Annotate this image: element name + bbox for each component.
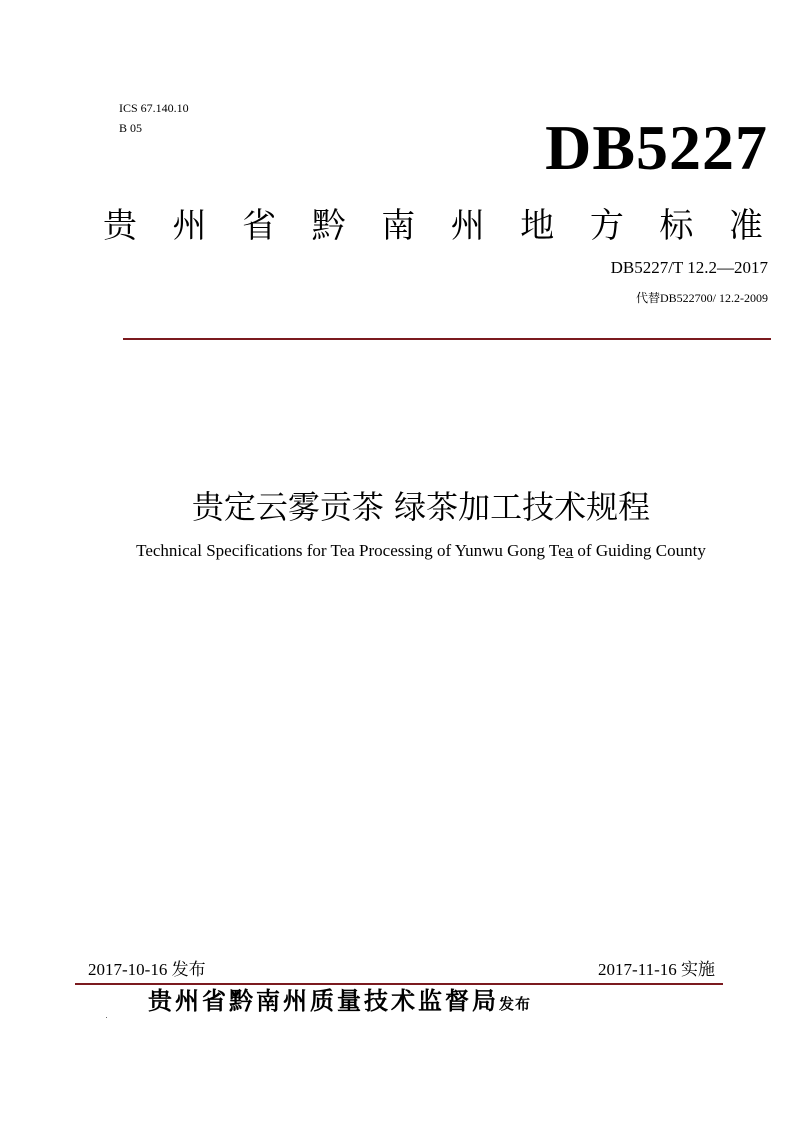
standard-number: DB5227/T 12.2—2017	[610, 258, 768, 277]
ccs-code: B 05	[119, 121, 143, 135]
issuer-name: 贵州省黔南州质量技术监督局	[148, 986, 499, 1015]
issuer-suffix: 发布	[499, 995, 532, 1013]
standard-type	[103, 204, 763, 248]
footer-divider	[75, 983, 723, 985]
standard-type-char: 准	[728, 206, 763, 246]
replaces-standard: 代替DB522700/ 12.2-2009	[635, 291, 768, 305]
stray-dot	[106, 1017, 107, 1018]
standard-type-char: 地	[520, 206, 555, 246]
standard-type-char: 方	[589, 206, 624, 246]
ics-code: ICS 67.140.10	[119, 101, 189, 115]
implementation-date: 2017-11-16 实施	[598, 960, 715, 979]
header-divider	[123, 338, 771, 340]
standard-type-char: 标	[659, 206, 694, 246]
standard-code: DB5227	[545, 112, 768, 183]
standard-type-char: 州	[450, 206, 485, 246]
issue-date: 2017-10-16 发布	[88, 960, 206, 979]
standard-type-char: 黔	[311, 206, 346, 246]
standard-type-char: 贵	[103, 206, 137, 246]
standard-type-char: 州	[172, 206, 207, 246]
standard-type-char: 省	[242, 206, 277, 246]
title-chinese: 贵定云雾贡茶 绿茶加工技术规程	[191, 488, 651, 526]
title-english: Technical Specifications for Tea Processing of Yunwu Gong Tea̲ of Guiding County	[136, 541, 706, 560]
standard-type-char: 南	[381, 206, 416, 246]
issuing-authority	[148, 986, 531, 1019]
